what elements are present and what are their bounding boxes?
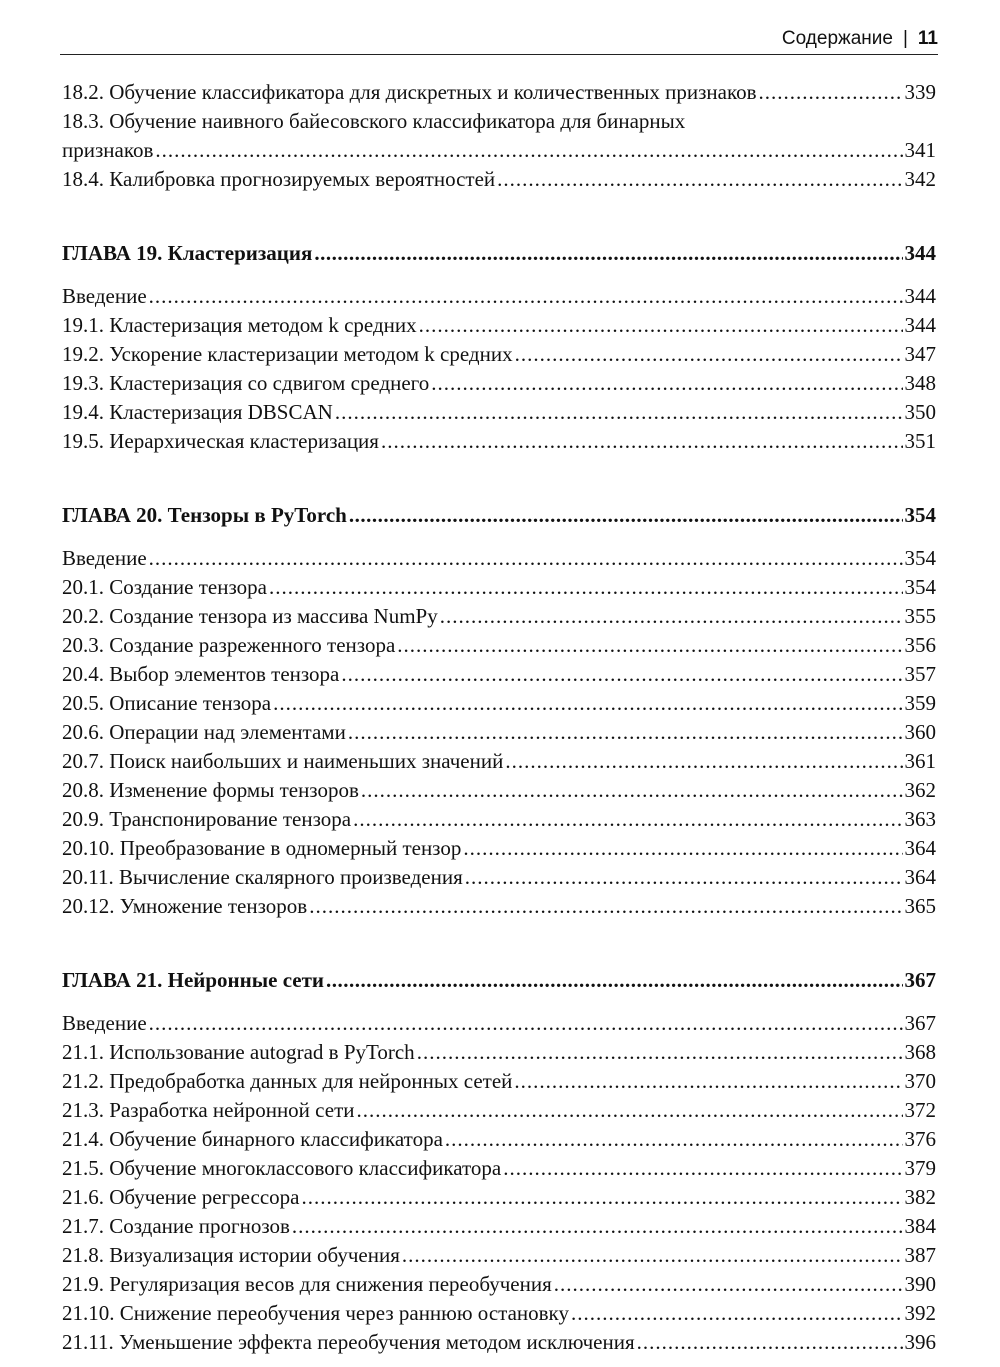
toc-entry[interactable] xyxy=(62,1154,936,1183)
leader-dots xyxy=(314,239,902,268)
leader-dots xyxy=(397,631,902,660)
toc-entry[interactable] xyxy=(62,340,936,369)
leader-dots xyxy=(348,718,903,747)
toc-entry[interactable] xyxy=(62,1125,936,1154)
toc-entry-page: 390 xyxy=(904,1272,936,1296)
toc-entry-page: 354 xyxy=(904,546,936,570)
toc-entry-title: 19.5. Иерархическая кластеризация xyxy=(62,429,379,453)
toc-entry[interactable] xyxy=(62,1299,936,1328)
leader-dots xyxy=(465,863,903,892)
leader-dots xyxy=(514,1067,902,1096)
toc-entry-page: 379 xyxy=(904,1156,936,1180)
toc-entry-title: 21.9. Регуляризация весов для снижения переобучения xyxy=(62,1272,552,1296)
toc-entry-page: 370 xyxy=(904,1069,936,1093)
leader-dots xyxy=(349,501,903,530)
toc-entry-title: 19.3. Кластеризация со сдвигом среднего xyxy=(62,371,430,395)
toc-entry[interactable] xyxy=(62,165,936,194)
toc-entry[interactable] xyxy=(62,1241,936,1270)
leader-dots xyxy=(335,398,903,427)
leader-dots xyxy=(759,78,903,107)
leader-dots xyxy=(149,1009,903,1038)
toc-entry[interactable] xyxy=(62,834,936,863)
toc-entry-title: Введение xyxy=(62,1011,147,1035)
toc-entry-page: 354 xyxy=(904,575,936,599)
toc-entry-title: 18.4. Калибровка прогнозируемых вероятностей xyxy=(62,167,496,191)
toc-entry-title: 19.4. Кластеризация DBSCAN xyxy=(62,400,333,424)
toc-entry[interactable] xyxy=(62,1096,936,1125)
toc-entry-title: 20.4. Выбор элементов тензора xyxy=(62,662,340,686)
chapter-page: 344 xyxy=(904,241,936,265)
toc-entry-title: 20.11. Вычисление скалярного произведения xyxy=(62,865,463,889)
page-number: 11 xyxy=(917,28,938,49)
toc-entry[interactable] xyxy=(62,1183,936,1212)
leader-dots xyxy=(497,165,902,194)
toc-entry[interactable] xyxy=(62,1212,936,1241)
toc-entry[interactable] xyxy=(62,282,936,311)
toc-entry-page: 344 xyxy=(904,313,936,337)
table-of-contents xyxy=(62,78,936,1357)
leader-dots xyxy=(292,1212,903,1241)
leader-dots xyxy=(431,369,902,398)
toc-entry-page: 342 xyxy=(904,167,936,191)
toc-entry[interactable] xyxy=(62,369,936,398)
toc-entry-page: 356 xyxy=(904,633,936,657)
toc-entry[interactable] xyxy=(62,398,936,427)
toc-entry-page: 365 xyxy=(904,894,936,918)
toc-entry-title: 20.10. Преобразование в одномерный тензор xyxy=(62,836,462,860)
toc-entry[interactable] xyxy=(62,747,936,776)
toc-entry[interactable] xyxy=(62,107,936,165)
toc-entry-title: 18.2. Обучение классификатора для дискретных и количественных признаков xyxy=(62,80,757,104)
toc-entry-title: 20.3. Создание разреженного тензора xyxy=(62,633,396,657)
toc-entry[interactable] xyxy=(62,776,936,805)
leader-dots xyxy=(269,573,903,602)
chapter-title: ГЛАВА 20. Тензоры в PyTorch xyxy=(62,503,347,527)
toc-entry-page: 367 xyxy=(904,1011,936,1035)
toc-entry-page: 364 xyxy=(904,865,936,889)
toc-entry-title: 20.8. Изменение формы тензоров xyxy=(62,778,359,802)
chapter-title: ГЛАВА 21. Нейронные сети xyxy=(62,968,325,992)
chapter-page: 367 xyxy=(904,968,936,992)
toc-entry-page: 361 xyxy=(904,749,936,773)
leader-dots xyxy=(571,1299,903,1328)
toc-entry-page: 363 xyxy=(904,807,936,831)
toc-chapter-heading[interactable] xyxy=(62,966,936,995)
toc-entry-page: 339 xyxy=(904,80,936,104)
toc-entry[interactable] xyxy=(62,718,936,747)
leader-dots xyxy=(326,966,902,995)
leader-dots xyxy=(445,1125,903,1154)
running-head xyxy=(60,26,938,55)
leader-dots xyxy=(341,660,902,689)
toc-entry[interactable] xyxy=(62,660,936,689)
leader-dots xyxy=(637,1328,903,1357)
toc-entry[interactable] xyxy=(62,78,936,107)
toc-entry-page: 341 xyxy=(904,138,936,162)
leader-dots xyxy=(353,805,902,834)
toc-entry-title: 20.12. Умножение тензоров xyxy=(62,894,308,918)
toc-entry[interactable] xyxy=(62,863,936,892)
leader-dots xyxy=(463,834,902,863)
toc-entry-title-line1: 18.3. Обучение наивного байесовского классификатора для бинарных xyxy=(62,109,686,133)
toc-entry-title: 20.6. Операции над элементами xyxy=(62,720,346,744)
toc-entry-title: 21.2. Предобработка данных для нейронных сетей xyxy=(62,1069,513,1093)
leader-dots xyxy=(505,747,902,776)
toc-entry[interactable] xyxy=(62,427,936,456)
toc-entry-page: 347 xyxy=(904,342,936,366)
toc-entry-page: 355 xyxy=(904,604,936,628)
toc-entry[interactable] xyxy=(62,689,936,718)
leader-dots xyxy=(273,689,902,718)
leader-dots xyxy=(554,1270,903,1299)
toc-entry-title: 21.6. Обучение регрессора xyxy=(62,1185,300,1209)
leader-dots xyxy=(301,1183,902,1212)
running-head-title: Содержание xyxy=(781,28,893,49)
toc-entry[interactable] xyxy=(62,805,936,834)
leader-dots xyxy=(149,544,903,573)
toc-entry-title: Введение xyxy=(62,546,147,570)
toc-entry-title: 20.2. Создание тензора из массива NumPy xyxy=(62,604,438,628)
toc-entry-page: 396 xyxy=(904,1330,936,1354)
leader-dots xyxy=(356,1096,902,1125)
toc-entry[interactable] xyxy=(62,631,936,660)
toc-entry-page: 392 xyxy=(904,1301,936,1325)
toc-chapter-heading[interactable] xyxy=(62,501,936,530)
toc-entry[interactable] xyxy=(62,602,936,631)
leader-dots xyxy=(515,340,903,369)
toc-entry[interactable] xyxy=(62,573,936,602)
toc-entry-page: 376 xyxy=(904,1127,936,1151)
toc-entry-page: 384 xyxy=(904,1214,936,1238)
toc-entry-title: 21.3. Разработка нейронной сети xyxy=(62,1098,355,1122)
toc-entry-title: 21.7. Создание прогнозов xyxy=(62,1214,290,1238)
toc-entry-page: 350 xyxy=(904,400,936,424)
toc-entry-page: 357 xyxy=(904,662,936,686)
toc-entry-page: 359 xyxy=(904,691,936,715)
toc-entry-title: 21.11. Уменьшение эффекта переобучения методом исключения xyxy=(62,1330,635,1354)
toc-entry-title: 21.4. Обучение бинарного классификатора xyxy=(62,1127,443,1151)
leader-dots xyxy=(417,1038,903,1067)
running-head-separator: | xyxy=(902,28,908,49)
leader-dots xyxy=(155,136,902,165)
toc-entry-title: признаков xyxy=(62,138,154,162)
toc-entry-page: 362 xyxy=(904,778,936,802)
leader-dots xyxy=(149,282,903,311)
toc-entry[interactable] xyxy=(62,1038,936,1067)
toc-entry-title: 20.5. Описание тензора xyxy=(62,691,272,715)
toc-entry-page: 344 xyxy=(904,284,936,308)
leader-dots xyxy=(419,311,903,340)
chapter-page: 354 xyxy=(904,503,936,527)
toc-entry[interactable] xyxy=(62,311,936,340)
toc-entry[interactable] xyxy=(62,544,936,573)
toc-entry-title: 21.10. Снижение переобучения через раннюю остановку xyxy=(62,1301,569,1325)
toc-entry-title: 19.2. Ускорение кластеризации методом k средних xyxy=(62,342,513,366)
chapter-title: ГЛАВА 19. Кластеризация xyxy=(62,241,313,265)
toc-chapter-heading[interactable] xyxy=(62,239,936,268)
toc-entry-page: 372 xyxy=(904,1098,936,1122)
toc-entry-page: 351 xyxy=(904,429,936,453)
leader-dots xyxy=(381,427,903,456)
toc-entry-page: 360 xyxy=(904,720,936,744)
toc-entry[interactable] xyxy=(62,1067,936,1096)
toc-entry-title: 20.7. Поиск наибольших и наименьших значений xyxy=(62,749,504,773)
toc-entry-page: 387 xyxy=(904,1243,936,1267)
toc-entry-title: 21.8. Визуализация истории обучения xyxy=(62,1243,400,1267)
toc-entry-page: 368 xyxy=(904,1040,936,1064)
toc-entry-page: 364 xyxy=(904,836,936,860)
leader-dots xyxy=(503,1154,902,1183)
leader-dots xyxy=(361,776,903,805)
toc-entry[interactable] xyxy=(62,1009,936,1038)
toc-entry-page: 382 xyxy=(904,1185,936,1209)
toc-entry-title: Введение xyxy=(62,284,147,308)
toc-entry[interactable] xyxy=(62,892,936,921)
toc-entry-title: 21.1. Использование autograd в PyTorch xyxy=(62,1040,415,1064)
toc-entry-title: 20.1. Создание тензора xyxy=(62,575,267,599)
leader-dots xyxy=(440,602,903,631)
toc-entry-title: 19.1. Кластеризация методом k средних xyxy=(62,313,417,337)
toc-entry-title: 21.5. Обучение многоклассового классификатора xyxy=(62,1156,502,1180)
toc-entry-title: 20.9. Транспонирование тензора xyxy=(62,807,352,831)
toc-entry[interactable] xyxy=(62,1270,936,1299)
leader-dots xyxy=(309,892,902,921)
toc-entry[interactable] xyxy=(62,1328,936,1357)
leader-dots xyxy=(402,1241,903,1270)
toc-entry-page: 348 xyxy=(904,371,936,395)
